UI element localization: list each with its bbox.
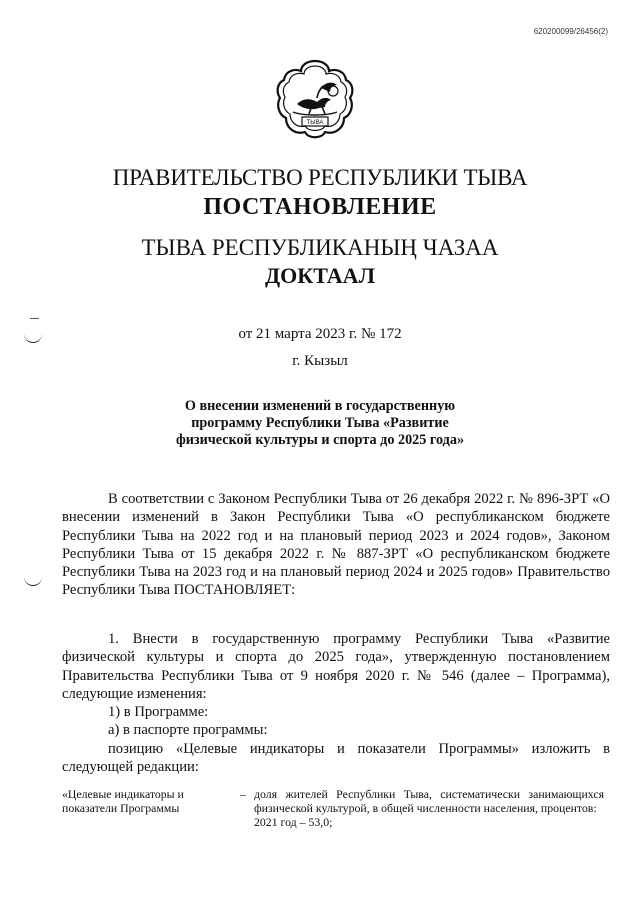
decree-subject [100, 398, 540, 449]
indicator-description: доля жителей Республики Тыва, систематически занимающихся физической культурой, в общей численности населения, процентов: [254, 787, 604, 815]
operative-section [62, 630, 610, 776]
margin-punch-mark [24, 577, 42, 586]
subject-line: программу Республики Тыва «Развитие [191, 415, 449, 431]
decree-city: г. Кызыл [292, 353, 348, 369]
indicator-year-value: 2021 год – 53,0; [254, 815, 333, 829]
preamble-paragraph [62, 490, 610, 600]
decree-date: от 21 марта 2023 г. № 172 [238, 326, 402, 342]
table-right-cell [254, 787, 604, 829]
document-number: 620200099/26456(2) [533, 27, 608, 36]
government-title: ПРАВИТЕЛЬСТВО РЕСПУБЛИКИ ТЫВА [112, 165, 528, 190]
decree-title-tyva: ДОКТААЛ [265, 263, 375, 288]
sub-item-a: а) в паспорте программы: [108, 722, 268, 739]
government-title-tyva: ТЫВА РЕСПУБЛИКАНЫҢ ЧАЗАА [141, 235, 499, 260]
tyva-coat-of-arms-icon [275, 58, 355, 144]
subject-line: О внесении изменений в государственную [184, 398, 456, 414]
subject-line: физической культуры и спорта до 2025 года» [175, 432, 465, 448]
clause-1-text: 1. Внести в государственную программу Республики Тыва «Развитие физической культуры и спорта до 2025 года», утвержденную постановлением Правительства Республики Тыва от 9 ноября 2020 г. № 546 (далее – Программа), следующие изменения: [62, 631, 610, 702]
margin-tick-mark [30, 318, 39, 319]
sub-item-1: 1) в Программе: [108, 704, 209, 721]
table-left-cell: «Целевые индикаторы и показатели Программы [62, 787, 184, 815]
sub-item-position: позицию «Целевые индикаторы и показатели Программы» изложить в следующей редакции: [62, 740, 610, 776]
svg-text:ТЫВА: ТЫВА [306, 120, 324, 126]
decree-title: ПОСТАНОВЛЕНИЕ [203, 194, 437, 220]
preamble-text: В соответствии с Законом Республики Тыва от 26 декабря 2022 г. № 896-ЗРТ «О внесении изменений в Закон Республики Тыва «О республиканском бюджете Республики Тыва на 2022 год и на плановый период 2023 и 2024 годов», Законом Республики Тыва от 15 декабря 2022 г. № 887-ЗРТ «О республиканском бюджете Республики Тыва на 2023 год и на плановый период 2024 и 2025 годов» Правительство Республики Тыва ПОСТАНОВЛЯЕТ: [62, 491, 610, 599]
table-dash: – [240, 787, 246, 801]
